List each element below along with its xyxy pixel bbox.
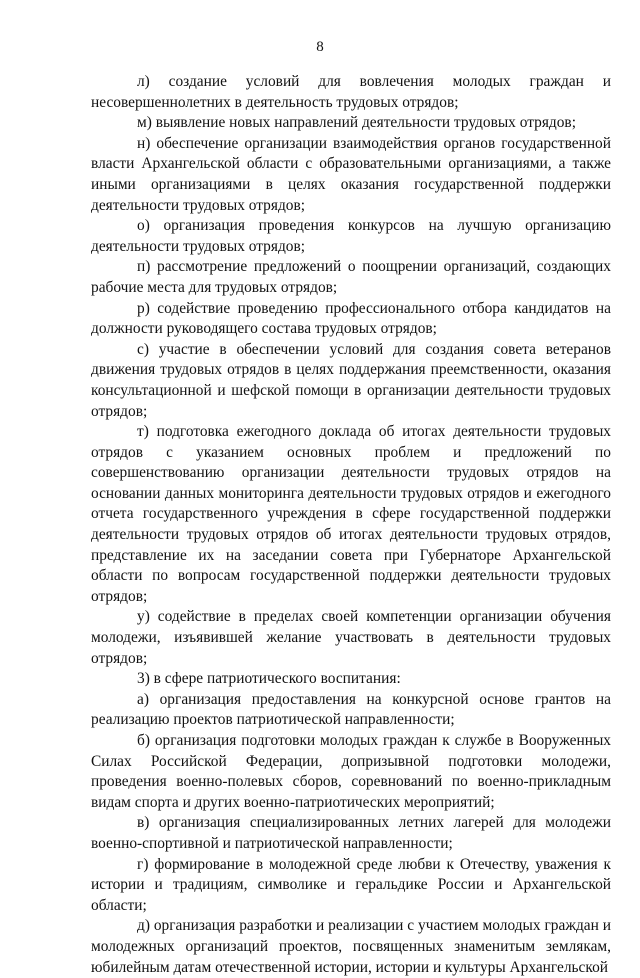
- paragraph-g: г) формирование в молодежной среде любви к Отечеству, уважения к истории и традициям, символике и геральдике России и Архангельской области;: [91, 855, 611, 914]
- paragraph-v: в) организация специализированных летних лагерей для молодежи военно-спортивной и патриотической направленности;: [91, 814, 611, 852]
- paragraph-o: о) организация проведения конкурсов на лучшую организацию деятельности трудовых отрядов;: [91, 217, 611, 255]
- paragraph-p: п) рассмотрение предложений о поощрении организаций, создающих рабочие места для трудовых отрядов;: [91, 258, 611, 296]
- paragraph-d: д) организация разработки и реализации с участием молодых граждан и молодежных организаций проектов, посвященных знаменитым землякам, юбилейным датам отечественной истории, истории и культуры Архангельской: [91, 917, 611, 976]
- paragraph-m: м) выявление новых направлений деятельности трудовых отрядов;: [137, 114, 576, 132]
- paragraph-a: а) организация предоставления на конкурсной основе грантов на реализацию проектов патриотической направленности;: [91, 690, 611, 729]
- section-heading-patriotic: 3) в сфере патриотического воспитания:: [137, 670, 401, 688]
- paragraph-s: с) участие в обеспечении условий для создания совета ветеранов движения трудовых отрядов в целях поддержания преемственности, оказания консультационной и шефской помощи в организации деятельности трудовых отрядов;: [91, 340, 611, 420]
- paragraph-t: т) подготовка ежегодного доклада об итогах деятельности трудовых отрядов с указанием основных проблем и предложений по совершенствованию организации деятельности трудовых отрядов на основании данных мониторинга деятельности трудовых отрядов и ежегодного отчета государственного учреждения в сфере государственной поддержки деятельности трудовых отрядов об итогах деятельности трудовых отрядов, представление их на заседании совета при Губернаторе Архангельской области по вопросам государственной поддержки деятельности трудовых отрядов;: [91, 423, 611, 605]
- document-body: [91, 72, 611, 978]
- paragraph-b: б) организация подготовки молодых граждан к службе в Вооруженных Силах Российской Федерации, допризывной подготовки молодежи, проведения военно-полевых сборов, соревнований по военно-прикладным видам спорта и других военно-патриотических мероприятий;: [91, 732, 611, 811]
- paragraph-l: л) создание условий для вовлечения молодых граждан и несовершеннолетних в деятельность трудовых отрядов;: [91, 73, 611, 111]
- paragraph-u: у) содействие в пределах своей компетенции организации обучения молодежи, изъявившей желание участвовать в деятельности трудовых отрядов;: [91, 608, 611, 667]
- page-number: 8: [316, 39, 324, 55]
- paragraph-r: р) содействие проведению профессионального отбора кандидатов на должности руководящего состава трудовых отрядов;: [91, 299, 611, 338]
- paragraph-n: н) обеспечение организации взаимодействия органов государственной власти Архангельской области с образовательными организациями, а также иными организациями в целях оказания государственной поддержки деятельности трудовых отрядов;: [91, 134, 611, 214]
